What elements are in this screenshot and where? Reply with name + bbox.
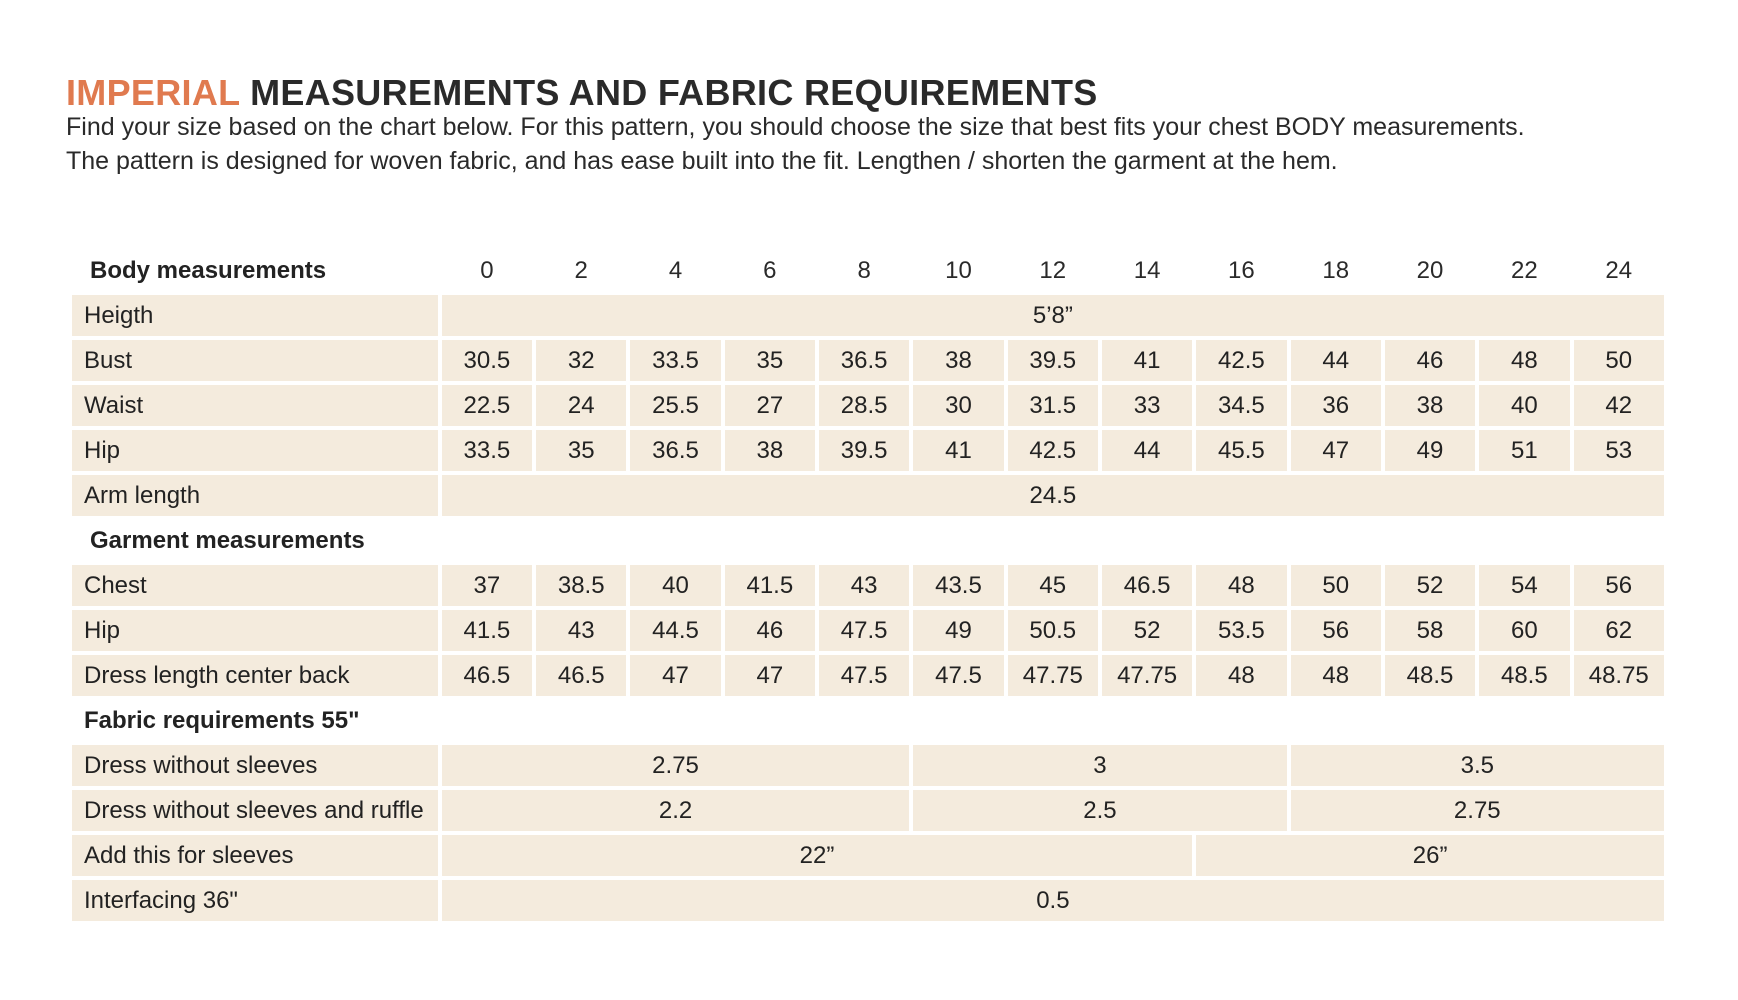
table-cell: 38.5 xyxy=(536,565,626,606)
size-cell: 2 xyxy=(574,256,588,284)
table-cell: 40 xyxy=(630,565,720,606)
height-row xyxy=(72,295,1664,336)
table-cell: 43 xyxy=(819,565,909,606)
size-cell: 14 xyxy=(1133,256,1161,284)
table-cell: 32 xyxy=(536,340,626,381)
table-cell: 46.5 xyxy=(1102,565,1192,606)
table-cell: 47 xyxy=(630,655,720,696)
table-cell: 41.5 xyxy=(442,610,532,651)
page-title xyxy=(66,72,1098,114)
fabric-cell: 2.75 xyxy=(442,745,910,786)
sleeves-row xyxy=(72,835,1664,876)
table-cell: 33 xyxy=(1102,385,1192,426)
garment-header-row xyxy=(72,520,1664,561)
size-cell: 24 xyxy=(1605,256,1633,284)
table-cell: 46 xyxy=(1385,340,1475,381)
table-cell: 45.5 xyxy=(1196,430,1286,471)
table-cell: 45 xyxy=(1008,565,1098,606)
size-cell: 22 xyxy=(1510,256,1538,284)
size-cell: 0 xyxy=(480,256,494,284)
size-cell: 6 xyxy=(763,256,777,284)
row-label: Heigth xyxy=(72,295,438,336)
fabric-cell: 26” xyxy=(1196,835,1664,876)
table-cell: 54 xyxy=(1479,565,1569,606)
table-cell: 27 xyxy=(725,385,815,426)
garment-hip-row xyxy=(72,610,1664,651)
table-cell: 44 xyxy=(1102,430,1192,471)
table-cell: 46 xyxy=(725,610,815,651)
table-cell: 36 xyxy=(1291,385,1381,426)
table-cell: 47.5 xyxy=(819,610,909,651)
table-cell: 36.5 xyxy=(630,430,720,471)
table-cell: 33.5 xyxy=(442,430,532,471)
table-cell: 62 xyxy=(1574,610,1665,651)
title-rest: MEASUREMENTS AND FABRIC REQUIREMENTS xyxy=(250,72,1098,113)
size-cell: 16 xyxy=(1228,256,1255,284)
table-cell: 38 xyxy=(913,340,1003,381)
table-cell: 49 xyxy=(1385,430,1475,471)
table-cell: 52 xyxy=(1102,610,1192,651)
fabric-requirements-header: Fabric requirements 55" xyxy=(84,706,360,734)
table-cell: 43 xyxy=(536,610,626,651)
size-cell: 20 xyxy=(1416,256,1444,284)
table-cell: 30.5 xyxy=(442,340,532,381)
table-cell: 42 xyxy=(1574,385,1665,426)
bust-row xyxy=(72,340,1664,381)
fabric-cell: 2.2 xyxy=(442,790,910,831)
table-cell: 22.5 xyxy=(442,385,532,426)
size-cell: 12 xyxy=(1039,256,1067,284)
table-cell: 47 xyxy=(725,655,815,696)
table-cell: 47.75 xyxy=(1008,655,1098,696)
table-cell: 48 xyxy=(1196,565,1286,606)
title-accent: IMPERIAL xyxy=(66,72,240,113)
table-cell: 53 xyxy=(1574,430,1665,471)
table-cell: 33.5 xyxy=(630,340,720,381)
fabric-header-row xyxy=(72,700,1664,741)
intro-line-1: Find your size based on the chart below. For this pattern, you should choose the size that best fits your chest BODY measurements. xyxy=(66,113,1525,141)
table-cell: 42.5 xyxy=(1196,340,1286,381)
row-label: Arm length xyxy=(72,475,438,516)
height-value: 5’8” xyxy=(442,295,1664,336)
table-cell: 50.5 xyxy=(1008,610,1098,651)
row-label: Bust xyxy=(72,340,438,381)
table-cell: 36.5 xyxy=(819,340,909,381)
table-cell: 56 xyxy=(1291,610,1381,651)
table-cell: 50 xyxy=(1291,565,1381,606)
table-cell: 44.5 xyxy=(630,610,720,651)
table-cell: 60 xyxy=(1479,610,1569,651)
dress-without-sleeves-ruffle-row xyxy=(72,790,1664,831)
hip-row xyxy=(72,430,1664,471)
table-cell: 35 xyxy=(536,430,626,471)
fabric-cell: 3 xyxy=(913,745,1286,786)
table-cell: 30 xyxy=(913,385,1003,426)
table-cell: 31.5 xyxy=(1008,385,1098,426)
row-label: Dress without sleeves xyxy=(72,745,438,786)
table-cell: 47.5 xyxy=(913,655,1003,696)
chest-row xyxy=(72,565,1664,606)
interfacing-value: 0.5 xyxy=(442,880,1664,921)
table-cell: 43.5 xyxy=(913,565,1003,606)
table-cell: 37 xyxy=(442,565,532,606)
table-cell: 42.5 xyxy=(1008,430,1098,471)
intro-text xyxy=(66,110,1726,178)
dress-without-sleeves-row xyxy=(72,745,1664,786)
table-cell: 35 xyxy=(725,340,815,381)
interfacing-row xyxy=(72,880,1664,921)
table-cell: 53.5 xyxy=(1196,610,1286,651)
row-label: Dress without sleeves and ruffle xyxy=(72,790,438,831)
size-cell: 4 xyxy=(668,256,683,284)
row-label: Dress length center back xyxy=(72,655,438,696)
table-cell: 50 xyxy=(1574,340,1665,381)
fabric-cell: 2.75 xyxy=(1291,790,1664,831)
fabric-cell: 22” xyxy=(442,835,1193,876)
arm-length-row xyxy=(72,475,1664,516)
waist-row xyxy=(72,385,1664,426)
table-cell: 41 xyxy=(1102,340,1192,381)
table-cell: 48.5 xyxy=(1479,655,1569,696)
table-cell: 56 xyxy=(1574,565,1665,606)
table-cell: 41 xyxy=(913,430,1003,471)
table-cell: 48 xyxy=(1479,340,1569,381)
row-label: Chest xyxy=(72,565,438,606)
size-cell: 8 xyxy=(857,256,871,284)
row-label: Add this for sleeves xyxy=(72,835,438,876)
table-cell: 47.75 xyxy=(1102,655,1192,696)
table-cell: 48 xyxy=(1196,655,1286,696)
fabric-cell: 2.5 xyxy=(913,790,1286,831)
table-cell: 48.75 xyxy=(1574,655,1665,696)
table-cell: 52 xyxy=(1385,565,1475,606)
table-cell: 49 xyxy=(913,610,1003,651)
row-label: Interfacing 36" xyxy=(72,880,438,921)
table-cell: 48.5 xyxy=(1385,655,1475,696)
fabric-cell: 3.5 xyxy=(1291,745,1664,786)
table-cell: 51 xyxy=(1479,430,1569,471)
garment-measurements-header: Garment measurements xyxy=(90,526,365,554)
row-label: Waist xyxy=(72,385,438,426)
row-label: Hip xyxy=(72,610,438,651)
size-chart-table xyxy=(68,246,1668,925)
size-cell: 18 xyxy=(1322,256,1350,284)
table-cell: 47 xyxy=(1291,430,1381,471)
table-cell: 34.5 xyxy=(1196,385,1286,426)
row-label: Hip xyxy=(72,430,438,471)
arm-length-value: 24.5 xyxy=(442,475,1664,516)
table-cell: 40 xyxy=(1479,385,1569,426)
table-cell: 41.5 xyxy=(725,565,815,606)
size-header-row xyxy=(72,250,1664,291)
table-cell: 46.5 xyxy=(536,655,626,696)
dress-length-row xyxy=(72,655,1664,696)
table-cell: 39.5 xyxy=(819,430,909,471)
table-cell: 48 xyxy=(1291,655,1381,696)
table-cell: 46.5 xyxy=(442,655,532,696)
table-cell: 39.5 xyxy=(1008,340,1098,381)
table-cell: 58 xyxy=(1385,610,1475,651)
table-cell: 28.5 xyxy=(819,385,909,426)
table-cell: 38 xyxy=(725,430,815,471)
table-cell: 24 xyxy=(536,385,626,426)
intro-line-2: The pattern is designed for woven fabric, and has ease built into the fit. Lengthen / shorten the garment at the hem. xyxy=(66,147,1338,175)
table-cell: 25.5 xyxy=(630,385,720,426)
body-measurements-header: Body measurements xyxy=(90,256,327,284)
table-cell: 44 xyxy=(1291,340,1381,381)
table-cell: 47.5 xyxy=(819,655,909,696)
table-cell: 38 xyxy=(1385,385,1475,426)
size-cell: 10 xyxy=(945,256,972,284)
